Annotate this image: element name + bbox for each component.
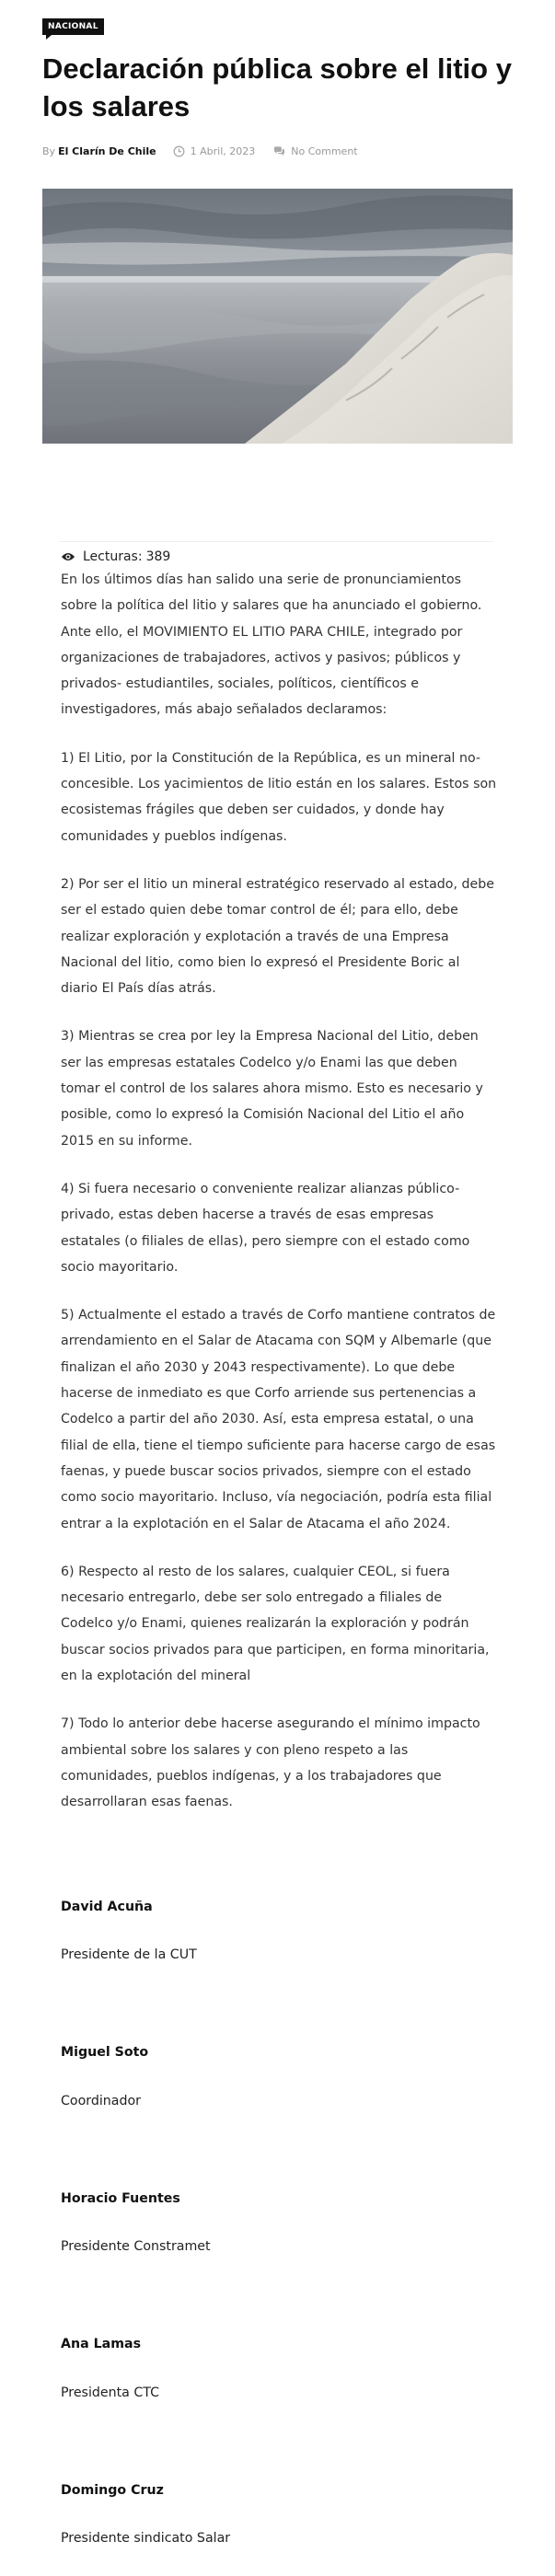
signatory-name: Ana Lamas bbox=[61, 2337, 142, 2351]
paragraph-4: 4) Si fuera necesario o conveniente realizar alianzas público-privado, estas deben hacerse a través de esas empresas estatales (o filiales de ellas), pero siempre con el estado como socio mayoritario. bbox=[61, 1181, 470, 1275]
clock-icon bbox=[173, 145, 185, 157]
paragraph-intro: En los últimos días han salido una serie de pronunciamientos sobre la política del litio y salares que ha anunciado el gobierno. Ante ello, el MOVIMIENTO EL LITIO PARA CHILE, integrado por organizaciones de trabajadores, activos y pasivos; públicos y privados- estudiantiles, sociales, políticos, científicos e investigadores, más abajo señalados declaramos: bbox=[61, 572, 482, 718]
author-link[interactable]: El Clarín De Chile bbox=[58, 144, 156, 157]
signatory-role: Coordinador bbox=[61, 2094, 142, 2108]
signatory-role: Presidente de la CUT bbox=[61, 1947, 197, 1962]
publish-date: 1 Abril, 2023 bbox=[190, 144, 256, 157]
signatory-role: Presidenta CTC bbox=[61, 2385, 160, 2400]
signatory-name: Miguel Soto bbox=[61, 2045, 149, 2060]
hero-image bbox=[42, 189, 513, 444]
comments-icon bbox=[273, 145, 285, 157]
signatory-name: Domingo Cruz bbox=[61, 2483, 164, 2498]
paragraph-7: 7) Todo lo anterior debe hacerse asegurando el mínimo impacto ambiental sobre los salares y con pleno respeto a las comunidades, pueblos indígenas, y a los trabajadores que desarrollaran esas faenas. bbox=[61, 1716, 480, 1810]
paragraph-5: 5) Actualmente el estado a través de Corfo mantiene contratos de arrendamiento en el Salar de Atacama con SQM y Albemarle (que finalizan el año 2030 y 2043 respectivamente). Lo que debe hacerse de inmediato es que Corfo arriende sus pertenencias a Codelco a partir del año 2030. Así, esta empresa estatal, o una filial de ella, tiene el tiempo suficiente para hacerse cargo de esas faenas, y puede buscar socios privados, siempre con el estado como socio mayoritario. Incluso, vía negociación, podría esta filial entrar a la explotación en el Salar de Atacama el año 2024. bbox=[61, 1308, 496, 1531]
paragraph-1: 1) El Litio, por la Constitución de la República, es un mineral no-concesible. Los yacimientos de litio están en los salares. Estos son ecosistemas frágiles que deben ser cuidados, y donde hay comunidades y pueblos indígenas. bbox=[61, 750, 497, 844]
read-count bbox=[61, 549, 170, 565]
paragraph-3: 3) Mientras se crea por ley la Empresa Nacional del Litio, deben ser las empresas estatales Codelco y/o Enami las que deben tomar el control de los salares ahora mismo. Esto es necesario y posible, como lo expresó la Comisión Nacional del Litio el año 2015 en su informe. bbox=[61, 1029, 483, 1149]
article-meta bbox=[42, 143, 358, 159]
article-title: Declaración pública sobre el litio y los salares bbox=[42, 52, 512, 122]
read-count-value: 389 bbox=[145, 549, 171, 564]
signatory-role: Presidente Constramet bbox=[61, 2239, 211, 2254]
signatory-role: Presidente sindicato Salar bbox=[61, 2531, 231, 2546]
read-count-label: Lecturas: bbox=[83, 549, 143, 564]
signatory-name: Horacio Fuentes bbox=[61, 2191, 180, 2206]
category-badge[interactable]: NACIONAL bbox=[42, 18, 104, 35]
comments-link[interactable]: No Comment bbox=[291, 144, 358, 157]
signatory-name: David Acuña bbox=[61, 1900, 153, 1914]
article-body bbox=[61, 567, 497, 1837]
paragraph-2: 2) Por ser el litio un mineral estratégico reservado al estado, debe ser el estado quien debe tomar control de él; para ello, debe realizar exploración y explotación a través de una Empresa Nacional del litio, como bien lo expresó el Presidente Boric al diario El País días atrás. bbox=[61, 876, 494, 997]
byline-prefix: By bbox=[42, 144, 56, 157]
content-divider bbox=[59, 541, 493, 542]
paragraph-6: 6) Respecto al resto de los salares, cualquier CEOL, si fuera necesario entregarlo, debe ser solo entregado a filiales de Codelco y/o Enami, quienes realizarán la exploración y podrán buscar socios privados para que participen, en forma minoritaria, en la explotación del mineral bbox=[61, 1564, 490, 1683]
eye-icon bbox=[61, 551, 75, 562]
